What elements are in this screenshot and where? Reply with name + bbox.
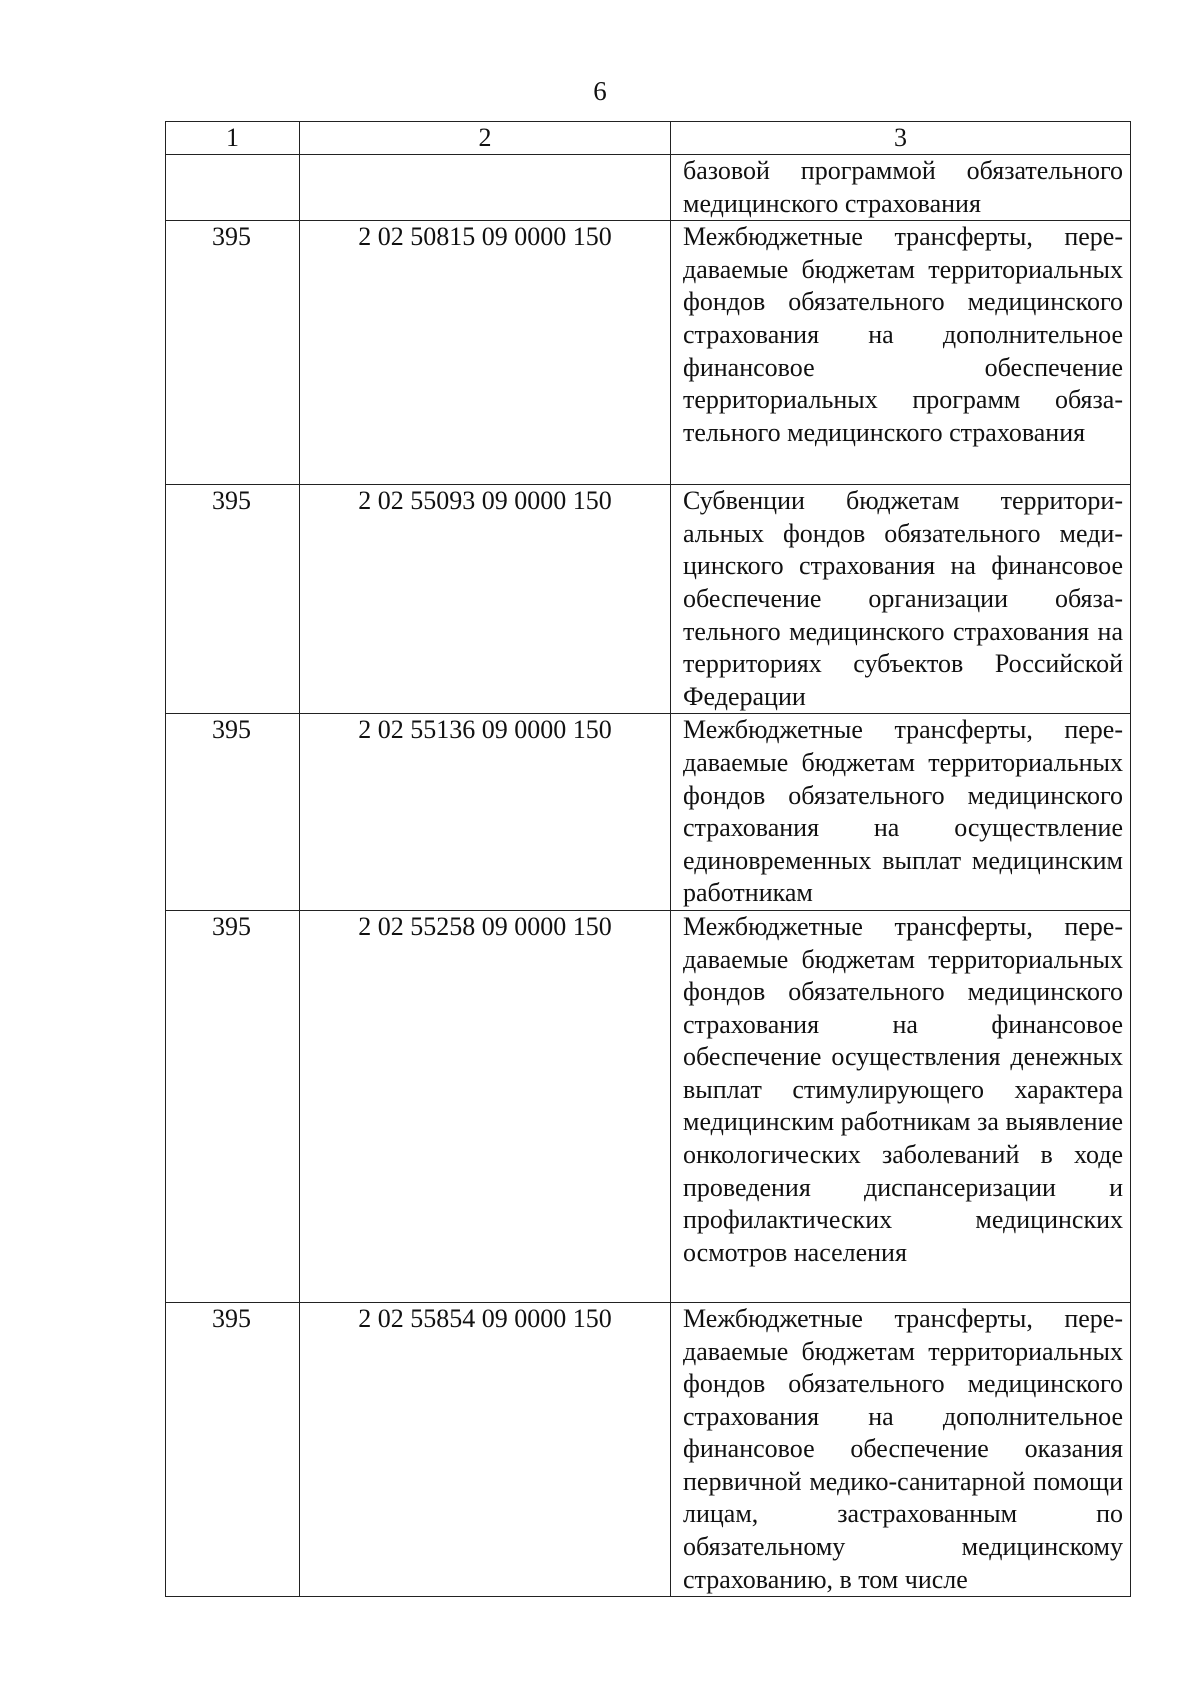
admin-code-cell: 395 [166,485,300,714]
description-cell: Субвенции бюджетам территориальных фондов обязательного медицинского страхования на финансовое обеспечение организации обязательного медицинского страхования на территориях субъектов Российской Федерации [671,485,1131,714]
page-number: 6 [593,76,607,106]
kbk-code-cell: 2 02 55093 09 0000 150 [300,485,671,714]
kbk-code-cell: 2 02 55258 09 0000 150 [300,910,671,1302]
admin-code-cell: 395 [166,1302,300,1596]
description-cell: базовой программой обязательного медицинского страхования [671,155,1131,221]
table-header-row [166,122,1131,155]
table-row [166,485,1131,714]
description-cell: Межбюджетные трансферты, передаваемые бюджетам территориальных фондов обязательного медицинского страхования на дополнительное финансовое обеспечение оказания первичной медико-санитарной помощи лицам, застрахованным по обязательному медицинскому страхованию, в том числе [671,1302,1131,1596]
column-header-1: 1 [166,122,300,155]
description-cell: Межбюджетные трансферты, передаваемые бюджетам территориальных фондов обязательного медицинского страхования на осуществление единовременных выплат медицинским работникам [671,714,1131,911]
admin-code-cell: 395 [166,910,300,1302]
admin-code-cell [166,155,300,221]
table-row [166,714,1131,911]
table-row [166,1302,1131,1596]
kbk-code-cell [300,155,671,221]
description-cell: Межбюджетные трансферты, передаваемые бюджетам территориальных фондов обязательного медицинского страхования на дополнительное финансовое обеспечение территориальных программ обязательного медицинского страхования [671,221,1131,485]
column-header-2: 2 [300,122,671,155]
admin-code-cell: 395 [166,714,300,911]
table-row [166,221,1131,485]
description-cell: Межбюджетные трансферты, передаваемые бюджетам территориальных фондов обязательного медицинского страхования на финансовое обеспечение осуществления денежных выплат стимулирующего характера медицинским работникам за выявление онкологических заболеваний в ходе проведения диспансеризации и профилактических медицинских осмотров населения [671,910,1131,1302]
kbk-code-cell: 2 02 50815 09 0000 150 [300,221,671,485]
table-row [166,910,1131,1302]
table-row [166,155,1131,221]
budget-codes-table [165,121,1131,1597]
kbk-code-cell: 2 02 55854 09 0000 150 [300,1302,671,1596]
column-header-3: 3 [671,122,1131,155]
kbk-code-cell: 2 02 55136 09 0000 150 [300,714,671,911]
admin-code-cell: 395 [166,221,300,485]
